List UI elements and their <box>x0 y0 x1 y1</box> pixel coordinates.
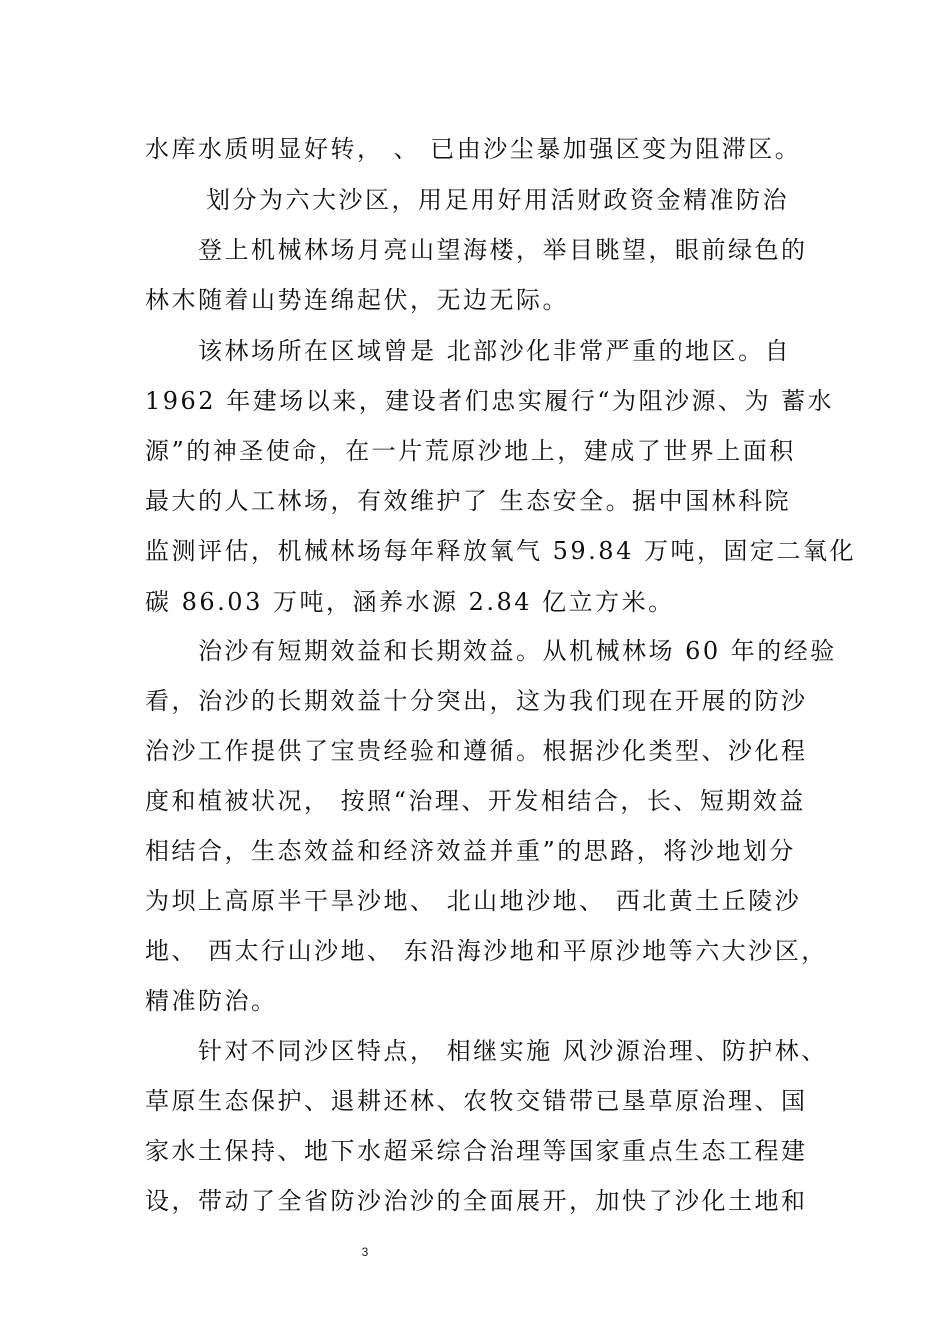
paragraph-line: 治沙工作提供了宝贵经验和遵循。根据沙化类型、沙化程 <box>145 737 808 765</box>
paragraph-line: 该林场所在区域曾是 北部沙化非常严重的地区。自 <box>198 337 792 365</box>
paragraph-line: 看，治沙的长期效益十分突出，这为我们现在开展的防沙 <box>145 687 808 715</box>
paragraph-line: 最大的人工林场，有效维护了 生态安全。据中国林科院 <box>145 487 792 515</box>
page-number: 3 <box>361 1245 369 1259</box>
paragraph-line: 设，带动了全省防沙治沙的全面展开，加快了沙化土地和 <box>145 1187 808 1215</box>
paragraph-line: 精准防治。 <box>145 987 278 1015</box>
paragraph-line: 草原生态保护、退耕还林、农牧交错带已垦草原治理、国 <box>145 1087 808 1115</box>
section-heading: 划分为六大沙区，用足用好用活财政资金精准防治 <box>206 186 789 214</box>
paragraph-line: 为坝上高原半干旱沙地、 北山地沙地、 西北黄土丘陵沙 <box>145 887 802 915</box>
paragraph-line: 针对不同沙区特点， 相继实施 风沙源治理、防护林、 <box>198 1037 828 1065</box>
paragraph-line: 1962 年建场以来，建设者们忠实履行“为阻沙源、为 蓄水 <box>145 387 835 415</box>
paragraph-line: 林木随着山势连绵起伏，无边无际。 <box>145 286 569 314</box>
paragraph-line: 水库水质明显好转， 、 已由沙尘暴加强区变为阻滞区。 <box>145 135 802 163</box>
paragraph-line: 度和植被状况， 按照“治理、开发相结合，长、短期效益 <box>145 787 806 815</box>
paragraph-line: 监测评估，机械林场每年释放氧气 59.84 万吨，固定二氧化 <box>145 537 856 565</box>
paragraph-line: 登上机械林场月亮山望海楼，举目眺望，眼前绿色的 <box>198 236 808 264</box>
paragraph-line: 治沙有短期效益和长期效益。从机械林场 60 年的经验 <box>198 637 837 665</box>
paragraph-line: 家水土保持、地下水超采综合治理等国家重点生态工程建 <box>145 1137 808 1165</box>
paragraph-line: 碳 86.03 万吨，涵养水源 2.84 亿立方米。 <box>145 588 675 616</box>
paragraph-line: 地、 西太行山沙地、 东沿海沙地和平原沙地等六大沙区， <box>145 937 828 965</box>
paragraph-line: 相结合，生态效益和经济效益并重”的思路，将沙地划分 <box>145 837 796 865</box>
paragraph-line: 源”的神圣使命，在一片荒原沙地上，建成了世界上面积 <box>145 437 796 465</box>
